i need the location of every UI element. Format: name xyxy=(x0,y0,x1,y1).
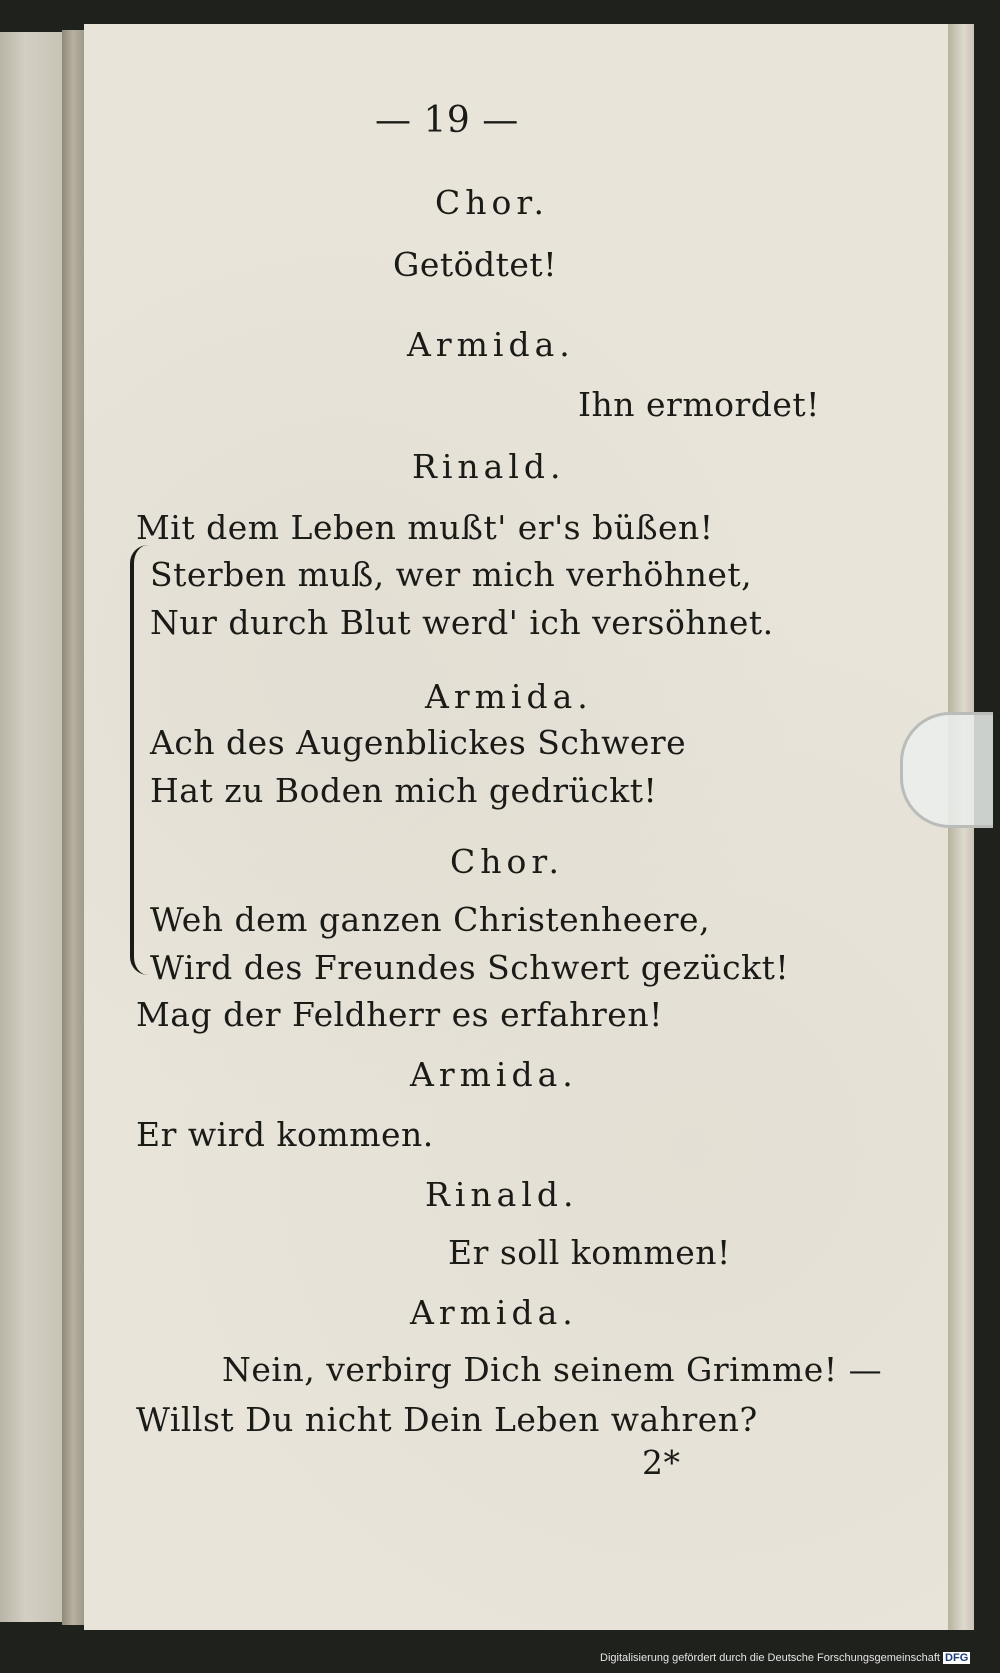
verse-line: Wird des Freundes Schwert gezückt! xyxy=(150,948,790,987)
previous-page-edge xyxy=(0,32,64,1622)
speaker-rinald: Rinald. xyxy=(412,447,566,486)
verse-line: Mit dem Leben mußt' er's büßen! xyxy=(136,508,714,547)
credit-text: Digitalisierung gefördert durch die Deutsche Forschungsgemeinschaft xyxy=(600,1652,940,1664)
speaker-armida: Armida. xyxy=(410,1055,578,1094)
verse-brace xyxy=(130,545,150,975)
dfg-logo: DFG xyxy=(945,1652,969,1664)
verse-line: Ihn ermordet! xyxy=(578,385,820,424)
verse-line: Willst Du nicht Dein Leben wahren? xyxy=(136,1400,758,1439)
verse-line: Nein, verbirg Dich seinem Grimme! — xyxy=(222,1350,883,1389)
signature-mark: 2* xyxy=(642,1443,681,1482)
book-spine xyxy=(62,30,86,1625)
verse-line: Hat zu Boden mich gedrückt! xyxy=(150,771,658,810)
verse-line: Ach des Augenblickes Schwere xyxy=(150,723,687,762)
verse-line: Er soll kommen! xyxy=(448,1233,731,1272)
page-clip xyxy=(900,712,993,828)
speaker-rinald: Rinald. xyxy=(425,1175,579,1214)
verse-line: Mag der Feldherr es erfahren! xyxy=(136,995,663,1034)
verse-line: Sterben muß, wer mich verhöhnet, xyxy=(150,555,753,594)
digitization-credit xyxy=(600,1652,970,1664)
verse-line: Getödtet! xyxy=(393,245,557,284)
speaker-armida: Armida. xyxy=(410,1293,578,1332)
speaker-chor: Chor. xyxy=(450,842,565,881)
verse-line: Er wird kommen. xyxy=(136,1115,434,1154)
page-number: — 19 — xyxy=(375,100,519,141)
verse-line: Weh dem ganzen Christenheere, xyxy=(150,900,711,939)
speaker-chor: Chor. xyxy=(435,183,550,222)
verse-line: Nur durch Blut werd' ich versöhnet. xyxy=(150,603,774,642)
speaker-armida: Armida. xyxy=(425,677,593,716)
speaker-armida: Armida. xyxy=(407,325,575,364)
